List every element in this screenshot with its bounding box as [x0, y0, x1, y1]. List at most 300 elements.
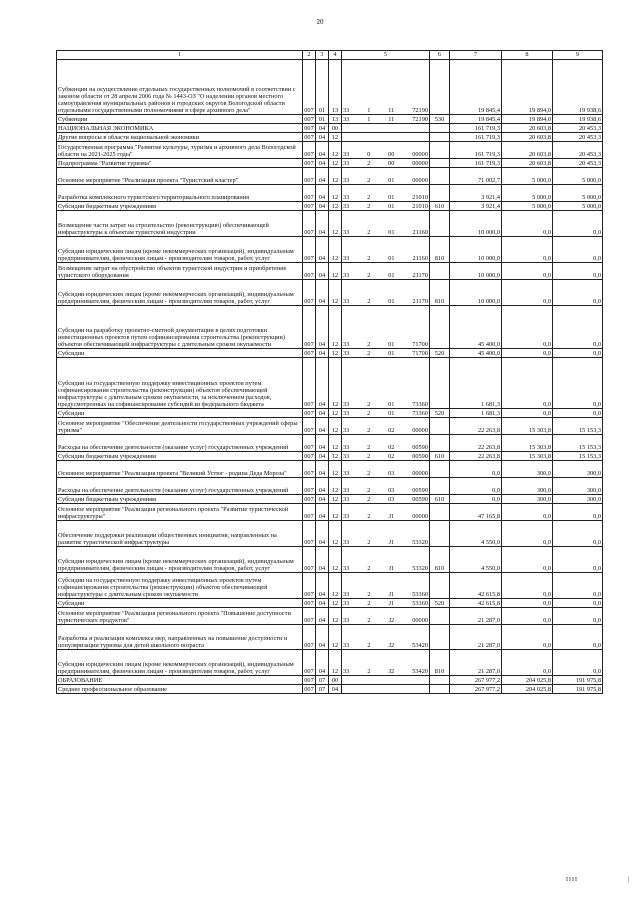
target-article-part: 73360	[412, 409, 428, 417]
table-row	[57, 60, 603, 115]
row-value-col7: 161 719,3	[450, 159, 502, 168]
row-code-subsection: 12	[329, 599, 342, 608]
row-target-article	[342, 521, 430, 547]
row-code-section: 04	[316, 280, 329, 306]
row-code-section: 04	[316, 504, 329, 521]
row-value-col8: 300,0	[502, 478, 553, 495]
row-value-col7: 71 002,7	[450, 168, 502, 185]
row-expense-type: 610	[430, 202, 450, 211]
row-target-article	[342, 625, 430, 650]
row-value-col9: 19 938,6	[553, 60, 603, 115]
row-value-col8: 15 303,8	[502, 435, 553, 452]
table-row	[57, 573, 603, 599]
row-target-article	[342, 418, 430, 435]
row-name: Субсидии	[57, 349, 303, 358]
target-article-part: J1	[388, 599, 395, 607]
target-article-part: 01	[388, 297, 395, 305]
row-expense-type: 610	[430, 452, 450, 461]
row-code-section: 04	[316, 133, 329, 142]
row-code-section: 04	[316, 435, 329, 452]
row-value-col7: 267 977,2	[450, 685, 502, 694]
target-article-part: 2	[367, 340, 371, 348]
row-value-col9: 0,0	[553, 306, 603, 349]
target-article-part: 01	[388, 254, 395, 262]
row-code-subsection: 12	[329, 237, 342, 263]
target-article-part: 1	[367, 115, 371, 123]
target-article-part: 2	[367, 228, 371, 236]
row-value-col7: 21 287,0	[450, 650, 502, 676]
row-code-section: 04	[316, 521, 329, 547]
row-code-section: 04	[316, 573, 329, 599]
row-value-col8: 20 603,8	[502, 159, 553, 168]
row-code-subsection: 12	[329, 521, 342, 547]
target-article-part: 33	[343, 159, 350, 167]
row-expense-type	[430, 159, 450, 168]
target-article-part: 2	[367, 193, 371, 201]
row-code-ved: 007	[304, 115, 314, 123]
row-target-article	[342, 280, 430, 306]
target-article-part: 02	[388, 452, 395, 460]
target-article-part: 03	[388, 495, 395, 503]
row-value-col7: 21 287,0	[450, 625, 502, 650]
table-row	[57, 625, 603, 650]
target-article-part: 21170	[412, 297, 428, 305]
row-value-col9: 15 153,3	[553, 418, 603, 435]
row-value-col8: 300,0	[502, 461, 553, 478]
target-article-part: 33	[343, 512, 350, 520]
row-code-ved: 007	[304, 349, 314, 357]
row-name: Субсидии на государственную поддержку инвестиционных проектов путем софинансирования строительства (реконструкции) объектов обеспечивающей инфраструктуры с длительным сроком окупаемости, за исключением расходов, предусмотренных на софинансирование субсидий из федерального бюджета	[57, 358, 303, 409]
row-target-article	[342, 504, 430, 521]
target-article-part: 71700	[412, 340, 428, 348]
row-value-col9: 20 453,3	[553, 159, 603, 168]
row-expense-type	[430, 435, 450, 452]
footer-bar: |	[628, 877, 630, 883]
target-article-part: 33	[343, 228, 350, 236]
row-value-col7: 0,0	[450, 495, 502, 504]
row-value-col7: 45 400,0	[450, 306, 502, 349]
row-value-col7: 22 263,8	[450, 452, 502, 461]
target-article-part: 2	[367, 409, 371, 417]
row-target-article	[342, 349, 430, 358]
row-value-col9: 20 453,3	[553, 133, 603, 142]
target-article-part: 00	[388, 159, 395, 167]
target-article-part: 2	[367, 667, 371, 675]
row-code-subsection: 12	[329, 409, 342, 418]
table-row	[57, 358, 603, 409]
row-value-col7: 47 165,8	[450, 504, 502, 521]
row-expense-type: 520	[430, 409, 450, 418]
row-value-col7: 1 681,3	[450, 409, 502, 418]
target-article-part: 01	[388, 193, 395, 201]
target-article-part: 33	[343, 486, 350, 494]
row-code-subsection: 12	[329, 211, 342, 237]
row-value-col7: 19 845,4	[450, 60, 502, 115]
row-code-subsection: 12	[329, 608, 342, 625]
target-article-part: 33	[343, 115, 350, 123]
row-value-col9: 0,0	[553, 625, 603, 650]
table-row	[57, 115, 603, 124]
target-article-part: 2	[367, 590, 371, 598]
row-code-ved: 007	[303, 573, 316, 599]
header-cell: 9	[553, 51, 603, 60]
target-article-part: 33	[343, 616, 350, 624]
row-name: Среднее профессиональное образование	[57, 685, 303, 694]
row-value-col9: 0,0	[553, 573, 603, 599]
target-article-part: 0	[367, 150, 371, 158]
row-name: Возмещение затрат на обустройство объектов туристской индустрии и приобретение туристского оборудования	[57, 263, 303, 280]
row-name: Другие вопросы в области национальной экономики	[57, 133, 303, 142]
row-expense-type: 810	[430, 547, 450, 573]
table-row	[57, 185, 603, 202]
row-name: Субсидии бюджетным учреждениям	[57, 495, 303, 504]
row-code-subsection: 12	[329, 547, 342, 573]
row-value-col8: 0,0	[502, 237, 553, 263]
row-value-col7: 161 719,3	[450, 124, 502, 133]
row-name: Расходы на обеспечение деятельности (оказание услуг) государственных учреждений	[57, 435, 303, 452]
target-article-part: 72190	[412, 106, 428, 114]
row-code-ved: 007	[303, 504, 316, 521]
row-target-article	[342, 115, 430, 124]
target-article-part: 2	[367, 297, 371, 305]
target-article-part: 33	[343, 409, 350, 417]
row-value-col7: 42 615,8	[450, 599, 502, 608]
row-code-ved: 007	[303, 625, 316, 650]
row-value-col8: 15 303,8	[502, 418, 553, 435]
row-value-col8: 5 000,0	[502, 185, 553, 202]
row-code-section: 04	[316, 625, 329, 650]
target-article-part: 33	[343, 202, 350, 210]
row-value-col7: 4 550,0	[450, 547, 502, 573]
row-name: Субсидии	[57, 409, 303, 418]
target-article-part: 01	[388, 349, 395, 357]
table-row	[57, 202, 603, 211]
row-target-article	[342, 685, 430, 694]
target-article-part: 53360	[412, 599, 428, 607]
row-code-ved: 007	[303, 168, 316, 185]
target-article-part: 33	[343, 400, 350, 408]
row-value-col9: 0,0	[553, 263, 603, 280]
row-value-col7: 267 977,2	[450, 676, 502, 685]
target-article-part: 1	[367, 106, 371, 114]
target-article-part: 00000	[412, 159, 428, 167]
row-name: Субсидии	[57, 599, 303, 608]
table-row	[57, 124, 603, 133]
table-row	[57, 547, 603, 573]
table-row	[57, 418, 603, 435]
row-code-subsection: 12	[329, 306, 342, 349]
target-article-part: 00590	[412, 495, 428, 503]
row-name: Субсидии юридическим лицам (кроме некоммерческих организаций), индивидуальным предпринимателям, физическим лицам - производителям товаров, работ, услуг	[57, 650, 303, 676]
row-code-ved: 007	[303, 650, 316, 676]
target-article-part: 33	[343, 176, 350, 184]
row-value-col8: 5 000,0	[502, 168, 553, 185]
row-name: Основное мероприятие "Обеспечение деятельности государственных учреждений сферы туризма"	[57, 418, 303, 435]
row-target-article	[342, 358, 430, 409]
table-row	[57, 435, 603, 452]
row-target-article	[342, 599, 430, 608]
row-code-ved: 007	[304, 599, 314, 607]
row-value-col9: 191 975,8	[553, 685, 603, 694]
row-value-col9: 0,0	[553, 211, 603, 237]
target-article-part: 02	[388, 443, 395, 451]
row-name: Расходы на обеспечение деятельности (оказание услуг) государственных учреждений	[57, 478, 303, 495]
row-expense-type: 810	[430, 280, 450, 306]
row-code-section: 04	[316, 547, 329, 573]
row-value-col8: 0,0	[502, 521, 553, 547]
row-code-ved: 007	[303, 211, 316, 237]
row-code-ved: 007	[303, 306, 316, 349]
target-article-part: 21170	[412, 271, 428, 279]
row-target-article	[342, 573, 430, 599]
row-code-section: 01	[316, 115, 329, 124]
row-code-ved: 007	[304, 409, 314, 417]
row-code-ved: 007	[304, 676, 314, 684]
row-code-ved: 007	[303, 280, 316, 306]
row-code-ved: 007	[303, 547, 316, 573]
table-row	[57, 478, 603, 495]
row-value-col7: 3 921,4	[450, 202, 502, 211]
row-value-col8: 5 000,0	[502, 202, 553, 211]
row-code-ved: 007	[303, 358, 316, 409]
target-article-part: 2	[367, 564, 371, 572]
row-code-section: 04	[316, 418, 329, 435]
row-expense-type	[430, 573, 450, 599]
row-code-ved: 007	[303, 435, 316, 452]
row-value-col7: 10 000,0	[450, 211, 502, 237]
target-article-part: 2	[367, 443, 371, 451]
row-value-col8: 0,0	[502, 573, 553, 599]
target-article-part: 2	[367, 254, 371, 262]
row-name: ОБРАЗОВАНИЕ	[57, 676, 303, 685]
target-article-part: 2	[367, 452, 371, 460]
table-row	[57, 495, 603, 504]
row-name: Основное мероприятие "Реализация проекта "Туристский кластер"	[57, 168, 303, 185]
target-article-part: J1	[388, 564, 395, 572]
row-expense-type	[430, 124, 450, 133]
row-expense-type: 520	[430, 599, 450, 608]
row-value-col9: 20 453,3	[553, 124, 603, 133]
target-article-part: 72190	[412, 115, 428, 123]
target-article-part: J2	[388, 667, 395, 675]
header-cell: 3	[316, 51, 329, 60]
target-article-part: 33	[343, 469, 350, 477]
row-value-col8: 0,0	[502, 306, 553, 349]
row-expense-type	[430, 608, 450, 625]
target-article-part: 2	[367, 400, 371, 408]
row-target-article	[342, 142, 430, 159]
row-value-col8: 0,0	[502, 650, 553, 676]
target-article-part: 02	[388, 426, 395, 434]
target-article-part: 33	[343, 349, 350, 357]
row-value-col7: 19 845,4	[450, 115, 502, 124]
budget-table	[56, 50, 603, 694]
header-cell: 2	[303, 51, 316, 60]
table-row	[57, 504, 603, 521]
target-article-part: 01	[388, 340, 395, 348]
row-value-col7: 42 615,8	[450, 573, 502, 599]
target-article-part: 33	[343, 641, 350, 649]
row-value-col8: 0,0	[502, 358, 553, 409]
row-code-ved: 007	[304, 495, 314, 503]
row-target-article	[342, 650, 430, 676]
row-value-col8: 0,0	[502, 608, 553, 625]
target-article-part: 2	[367, 495, 371, 503]
table-row	[57, 521, 603, 547]
table-row	[57, 409, 603, 418]
row-code-section: 04	[316, 599, 329, 608]
header-cell: 7	[450, 51, 502, 60]
row-code-ved: 007	[304, 159, 314, 167]
row-value-col9: 0,0	[553, 608, 603, 625]
footer-mark: IIII	[566, 877, 578, 883]
header-cell: 1	[57, 51, 303, 60]
row-target-article	[342, 168, 430, 185]
row-expense-type: 810	[430, 650, 450, 676]
row-code-section: 04	[316, 349, 329, 358]
row-code-subsection: 00	[329, 676, 342, 685]
row-value-col9: 0,0	[553, 521, 603, 547]
table-row	[57, 650, 603, 676]
row-target-article	[342, 676, 430, 685]
target-article-part: 33	[343, 297, 350, 305]
row-target-article	[342, 237, 430, 263]
table-row	[57, 142, 603, 159]
row-value-col7: 3 921,4	[450, 185, 502, 202]
table-row	[57, 676, 603, 685]
row-code-ved: 007	[303, 263, 316, 280]
header-cell: 8	[502, 51, 553, 60]
target-article-part: 2	[367, 176, 371, 184]
row-expense-type	[430, 358, 450, 409]
row-value-col7: 10 000,0	[450, 263, 502, 280]
row-code-subsection: 12	[329, 435, 342, 452]
target-article-part: 53420	[412, 641, 428, 649]
row-target-article	[342, 124, 430, 133]
row-code-ved: 007	[303, 60, 316, 115]
row-value-col9: 5 000,0	[553, 185, 603, 202]
row-code-subsection: 12	[329, 495, 342, 504]
row-code-section: 04	[316, 211, 329, 237]
row-code-subsection: 12	[329, 452, 342, 461]
row-code-ved: 007	[303, 142, 316, 159]
row-value-col8: 20 603,8	[502, 142, 553, 159]
row-name: Субсидии на разработку проектно-сметной документации в целях подготовки инвестиционных проектов путем софинансирования строительства (реконструкции) объектов обеспечивающей инфраструктуры с длительным сроком окупаемости	[57, 306, 303, 349]
target-article-part: 01	[388, 202, 395, 210]
row-expense-type: 520	[430, 349, 450, 358]
target-article-part: 2	[367, 599, 371, 607]
row-code-subsection: 12	[329, 185, 342, 202]
row-code-subsection: 12	[329, 168, 342, 185]
target-article-part: 53420	[412, 667, 428, 675]
row-name: Государственная программа "Развитие культуры, туризма и архивного дела Вологодской области на 2021-2025 годы"	[57, 142, 303, 159]
row-expense-type	[430, 504, 450, 521]
row-code-subsection: 12	[329, 142, 342, 159]
row-value-col9: 0,0	[553, 358, 603, 409]
target-article-part: 2	[367, 641, 371, 649]
target-article-part: J2	[388, 616, 395, 624]
row-expense-type	[430, 60, 450, 115]
row-name: Основное мероприятие "Реализация регионального проекта "Развитие туристической инфраструктуры"	[57, 504, 303, 521]
row-value-col7: 22 263,8	[450, 418, 502, 435]
target-article-part: 03	[388, 486, 395, 494]
row-code-subsection: 13	[329, 60, 342, 115]
row-value-col8: 0,0	[502, 599, 553, 608]
row-name: Субсидии бюджетным учреждениям	[57, 452, 303, 461]
target-article-part: 21010	[412, 193, 428, 201]
row-code-subsection: 12	[329, 159, 342, 168]
row-expense-type: 610	[430, 495, 450, 504]
row-code-subsection: 12	[329, 650, 342, 676]
row-name: Основное мероприятие "Реализация проекта "Великий Устюг - родина Деда Мороза"	[57, 461, 303, 478]
row-name: Субсидии на государственную поддержку инвестиционных проектов путем софинансирования строительства (реконструкции) объектов обеспечивающей инфраструктуры с длительным сроком окупаемости	[57, 573, 303, 599]
row-code-ved: 007	[303, 461, 316, 478]
row-target-article	[342, 608, 430, 625]
row-target-article	[342, 478, 430, 495]
table-row	[57, 159, 603, 168]
target-article-part: J1	[388, 590, 395, 598]
table-row	[57, 133, 603, 142]
row-expense-type: 530	[430, 115, 450, 124]
target-article-part: 01	[388, 176, 395, 184]
target-article-part: J1	[388, 512, 395, 520]
row-value-col9: 0,0	[553, 349, 603, 358]
row-target-article	[342, 202, 430, 211]
row-code-section: 04	[316, 409, 329, 418]
row-value-col9: 20 453,3	[553, 142, 603, 159]
target-article-part: 00590	[412, 452, 428, 460]
row-value-col9: 0,0	[553, 280, 603, 306]
row-code-section: 04	[316, 202, 329, 211]
row-expense-type	[430, 133, 450, 142]
row-name: Субсидии юридическим лицам (кроме некоммерческих организаций), индивидуальным предпринимателям, физическим лицам - производителям товаров, работ, услуг	[57, 237, 303, 263]
row-code-subsection: 12	[329, 349, 342, 358]
row-code-section: 04	[316, 608, 329, 625]
row-code-subsection: 12	[329, 625, 342, 650]
row-code-subsection: 12	[329, 280, 342, 306]
row-value-col9: 15 153,3	[553, 452, 603, 461]
row-value-col9: 0,0	[553, 599, 603, 608]
target-article-part: 2	[367, 486, 371, 494]
table-row	[57, 599, 603, 608]
row-value-col8: 0,0	[502, 211, 553, 237]
row-name: Субсидии бюджетным учреждениям	[57, 202, 303, 211]
row-value-col9: 0,0	[553, 237, 603, 263]
row-value-col8: 204 025,8	[502, 685, 553, 694]
row-name: Разработка комплексного туристского территориального планирования	[57, 185, 303, 202]
row-code-subsection: 12	[329, 504, 342, 521]
row-code-ved: 007	[303, 608, 316, 625]
target-article-part: 33	[343, 495, 350, 503]
row-code-section: 04	[316, 478, 329, 495]
row-code-subsection: 12	[329, 478, 342, 495]
target-article-part: 11	[388, 106, 395, 114]
target-article-part: J2	[388, 641, 395, 649]
target-article-part: 73360	[412, 400, 428, 408]
target-article-part: 00000	[412, 469, 428, 477]
target-article-part: 33	[343, 271, 350, 279]
row-name: Возмещение части затрат на строительство (реконструкцию) обеспечивающей инфраструктуры к объектам туристской индустрии	[57, 211, 303, 237]
target-article-part: 53360	[412, 590, 428, 598]
target-article-part: 2	[367, 616, 371, 624]
target-article-part: 53320	[412, 538, 428, 546]
target-article-part: 33	[343, 443, 350, 451]
target-article-part: J1	[388, 538, 395, 546]
target-article-part: 33	[343, 599, 350, 607]
row-code-section: 04	[316, 237, 329, 263]
row-code-subsection: 04	[329, 685, 342, 694]
header-cell: 4	[329, 51, 342, 60]
